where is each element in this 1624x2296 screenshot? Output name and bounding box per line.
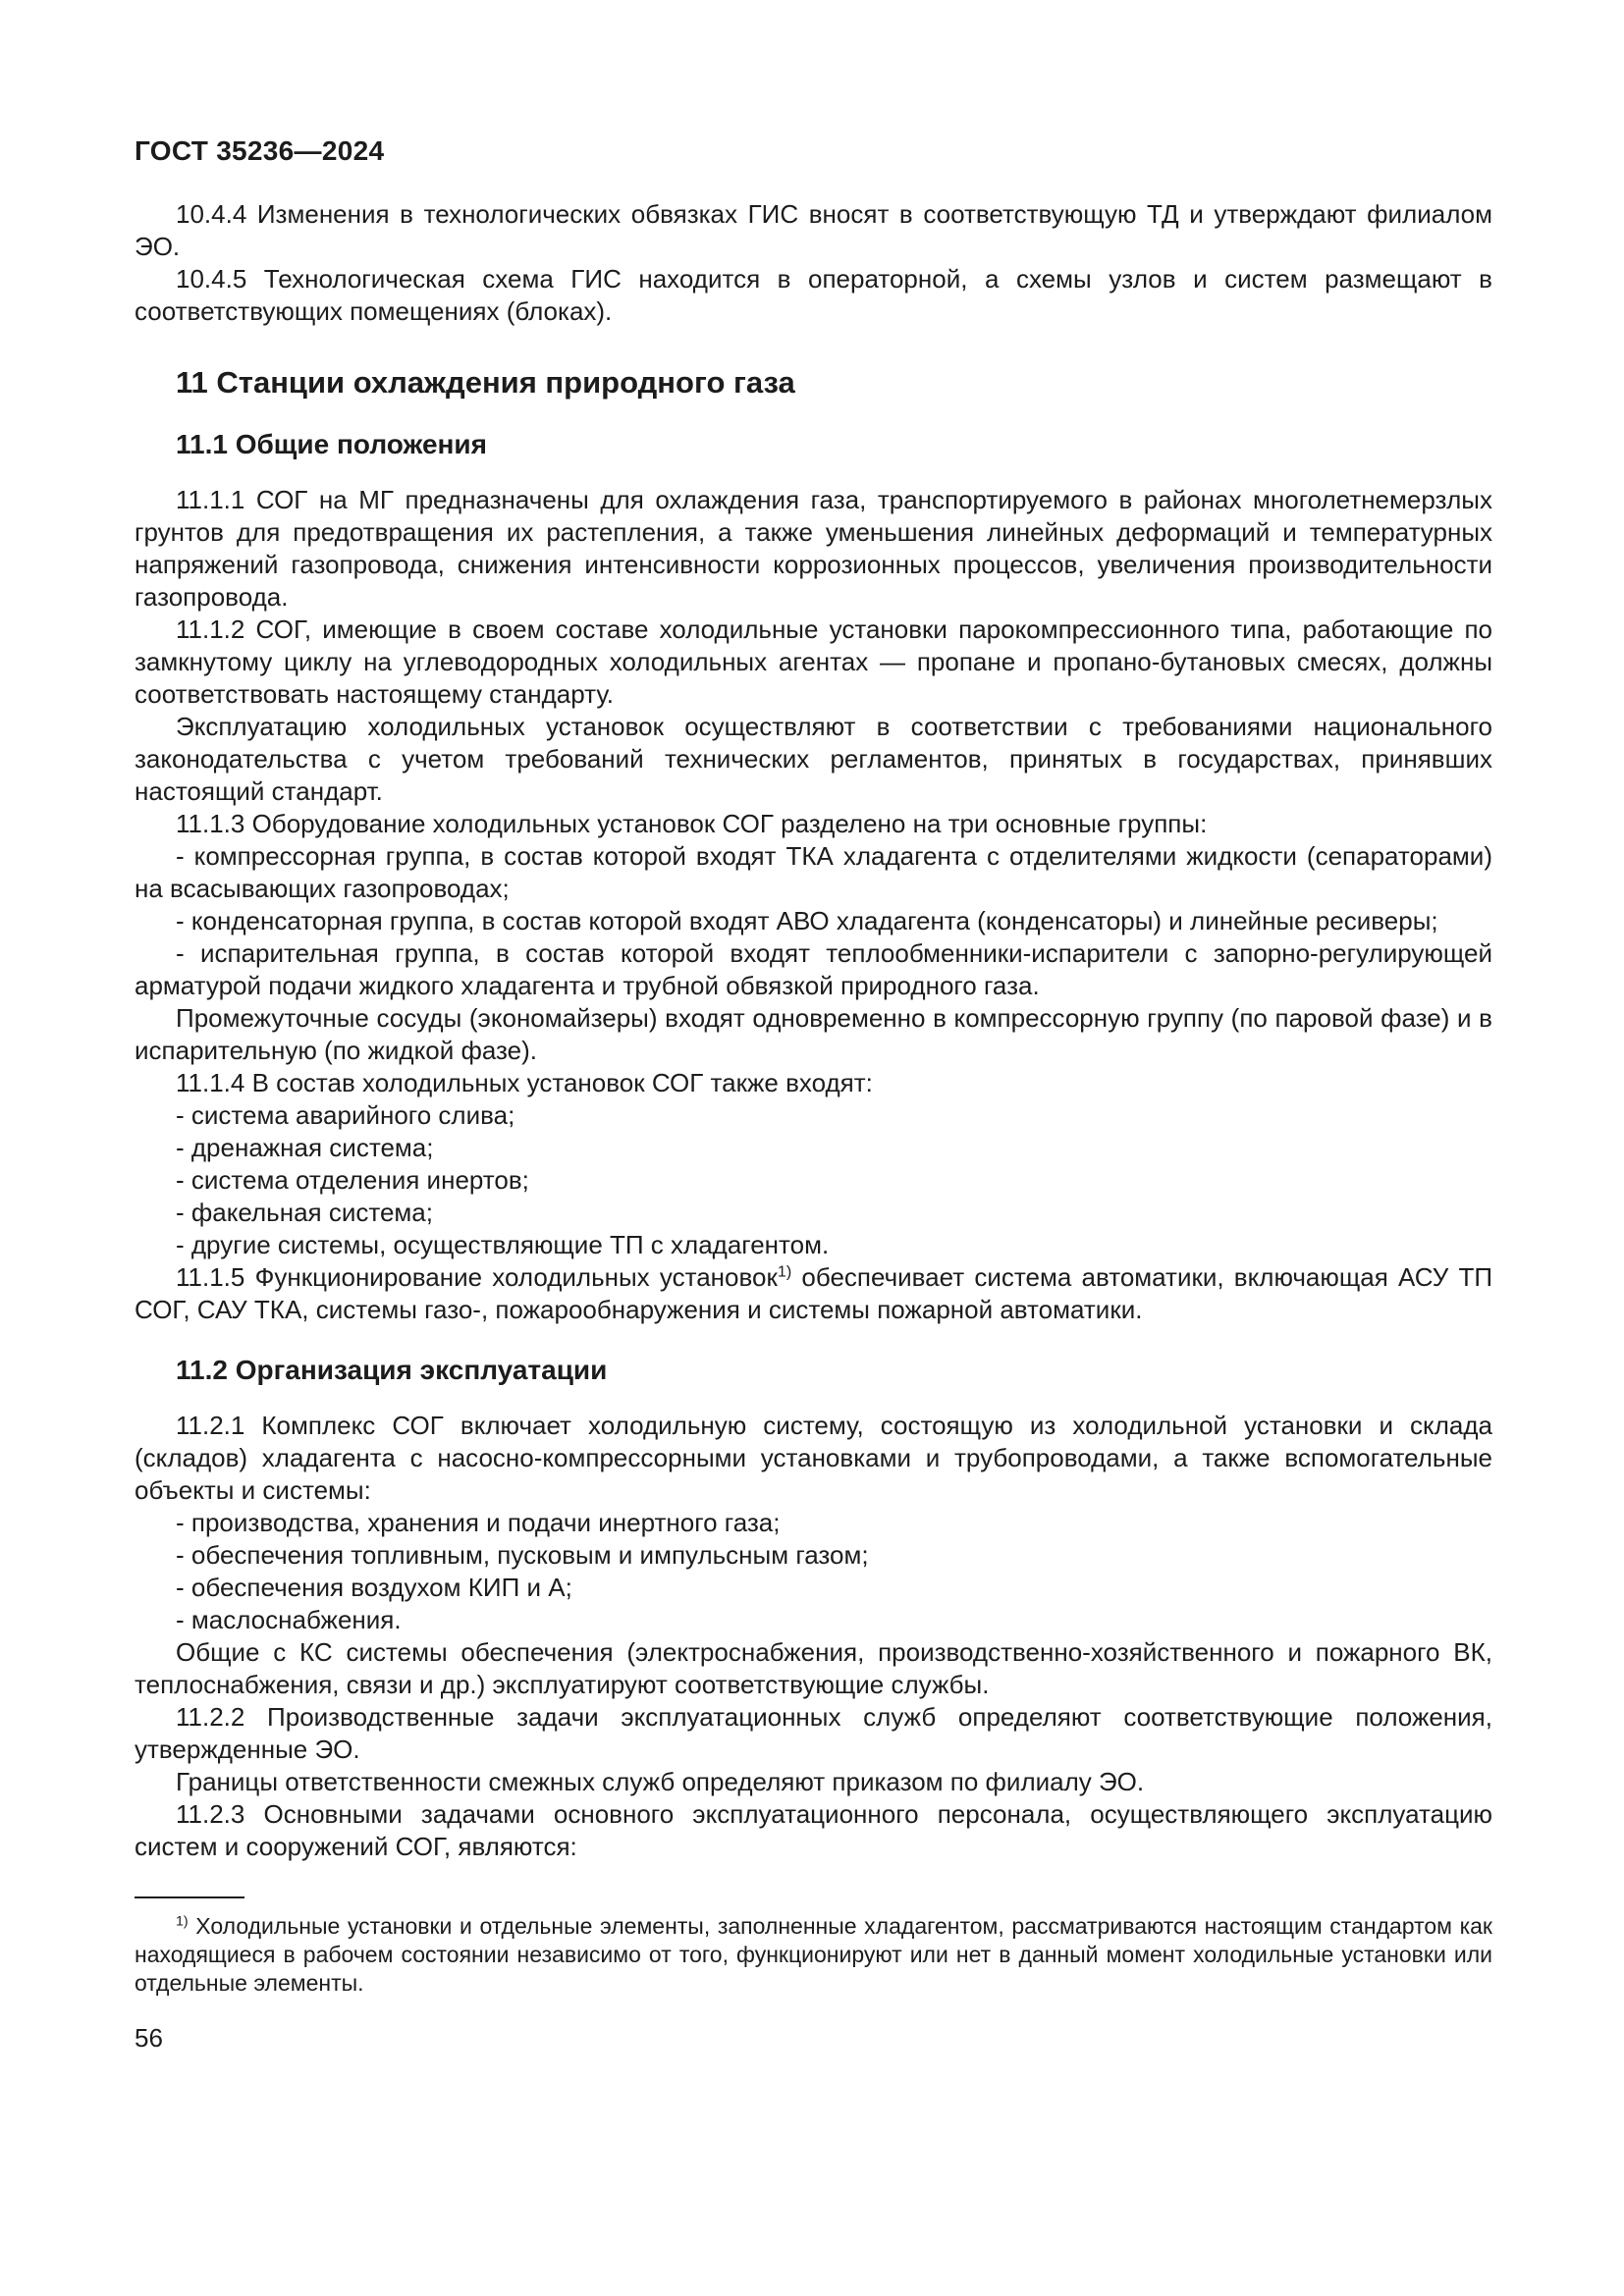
paragraph-11-2-2: 11.2.2 Производственные задачи эксплуатационных служб определяют соответствующие положения, утвержденные ЭО. xyxy=(135,1702,1492,1764)
list-item-other-systems: - другие системы, осуществляющие ТП с хладагентом. xyxy=(176,1230,830,1259)
footnote-reference: 1) xyxy=(777,1262,792,1281)
paragraph-10-4-5: 10.4.5 Технологическая схема ГИС находится в операторной, а схемы узлов и систем размещают в соответствующих помещениях (блоках). xyxy=(135,264,1492,326)
list-item-oil-supply: - маслоснабжения. xyxy=(176,1605,402,1634)
subsection-heading-11-1: 11.1 Общие положения xyxy=(176,429,487,459)
list-item-compressor-group: - компрессорная группа, в состав которой входят ТКА хладагента с отделителями жидкости (сепараторами) на всасывающих газопроводах; xyxy=(135,841,1492,903)
list-item-condenser-group: - конденсаторная группа, в состав которой входят АВО хладагента (конденсаторы) и линейные ресиверы; xyxy=(176,906,1438,935)
paragraph-text-before: 11.1.5 Функционирование холодильных установок xyxy=(176,1262,778,1292)
paragraph-intermediate-vessels: Промежуточные сосуды (экономайзеры) входят одновременно в компрессорную группу (по паровой фазе) и в испарительную (по жидкой фазе). xyxy=(135,1003,1492,1065)
paragraph-11-1-4: 11.1.4 В состав холодильных установок СОГ также входят: xyxy=(176,1068,873,1097)
footnote-area xyxy=(135,1896,1492,1998)
list-item-inert-separation: - система отделения инертов; xyxy=(176,1165,529,1195)
footnote-body: Холодильные установки и отдельные элементы, заполненные хладагентом, рассматриваются настоящим стандартом как находящиеся в рабочем состоянии независимо от того, функционируют или нет в данный момент холодильные установки или отдельные элементы. xyxy=(135,1913,1492,1996)
document-body xyxy=(135,198,1492,1863)
subsection-heading-11-2: 11.2 Организация эксплуатации xyxy=(176,1355,608,1385)
paragraph-10-4-4: 10.4.4 Изменения в технологических обвязках ГИС вносят в соответствующую ТД и утверждают филиалом ЭО. xyxy=(135,199,1492,261)
list-item-fuel-gas-supply: - обеспечения топливным, пусковым и импульсным газом; xyxy=(176,1540,869,1570)
list-item-inert-gas-supply: - производства, хранения и подачи инертного газа; xyxy=(176,1508,781,1537)
list-item-air-supply: - обеспечения воздухом КИП и А; xyxy=(176,1573,572,1602)
paragraph-11-1-1: 11.1.1 СОГ на МГ предназначены для охлаждения газа, транспортируемого в районах многолетнемерзлых грунтов для предотвращения их растепления, а также уменьшения линейных деформаций и температурных напряжений газопровода, снижения интенсивности коррозионных процессов, увеличения производительности газопровода. xyxy=(135,485,1492,612)
document-code: ГОСТ 35236—2024 xyxy=(135,135,385,166)
page-number: 56 xyxy=(135,2023,163,2053)
list-item-drainage-system: - дренажная система; xyxy=(176,1133,434,1162)
paragraph-operation: Эксплуатацию холодильных установок осуществляют в соответствии с требованиями национального законодательства с учетом требований технических регламентов, принятых в государствах, принявших настоящий стандарт. xyxy=(135,712,1492,806)
paragraph-11-1-5 xyxy=(135,1261,1492,1326)
list-item-evaporator-group: - испарительная группа, в состав которой входят теплообменники-испарители с запорно-регулирующей арматурой подачи жидкого хладагента и трубной обвязкой природного газа. xyxy=(135,938,1492,1000)
footnote-text xyxy=(135,1912,1492,1998)
paragraph-11-2-1: 11.2.1 Комплекс СОГ включает холодильную систему, состоящую из холодильной установки и склада (складов) хладагента с насосно-компрессорными установками и трубопроводами, а также вспомогательные объекты и системы: xyxy=(135,1411,1492,1505)
paragraph-responsibility-borders: Границы ответственности смежных служб определяют приказом по филиалу ЭО. xyxy=(176,1767,1145,1796)
footnote-divider xyxy=(135,1896,244,1898)
paragraph-shared-systems: Общие с КС системы обеспечения (электроснабжения, производственно-хозяйственного и пожарного ВК, теплоснабжения, связи и др.) эксплуатируют соответствующие службы. xyxy=(135,1637,1492,1699)
section-heading-11: 11 Станции охлаждения природного газа xyxy=(176,365,795,400)
paragraph-11-2-3: 11.2.3 Основными задачами основного эксплуатационного персонала, осуществляющего эксплуатацию систем и сооружений СОГ, являются: xyxy=(135,1799,1492,1861)
list-item-flare-system: - факельная система; xyxy=(176,1198,433,1227)
paragraph-11-1-2: 11.1.2 СОГ, имеющие в своем составе холодильные установки парокомпрессионного типа, работающие по замкнутому циклу на углеводородных холодильных агентах — пропане и пропано-бутановых смесях, должны соответствовать настоящему стандарту. xyxy=(135,614,1492,709)
list-item-emergency-drain: - система аварийного слива; xyxy=(176,1100,515,1130)
paragraph-11-1-3: 11.1.3 Оборудование холодильных установок СОГ разделено на три основные группы: xyxy=(176,809,1208,838)
footnote-marker: 1) xyxy=(176,1913,189,1930)
paragraph-text-after: обеспечивает система автоматики, включающая АСУ ТП СОГ, САУ ТКА, системы газо-, пожарообнаружения и системы пожарной автоматики. xyxy=(135,1262,1493,1324)
